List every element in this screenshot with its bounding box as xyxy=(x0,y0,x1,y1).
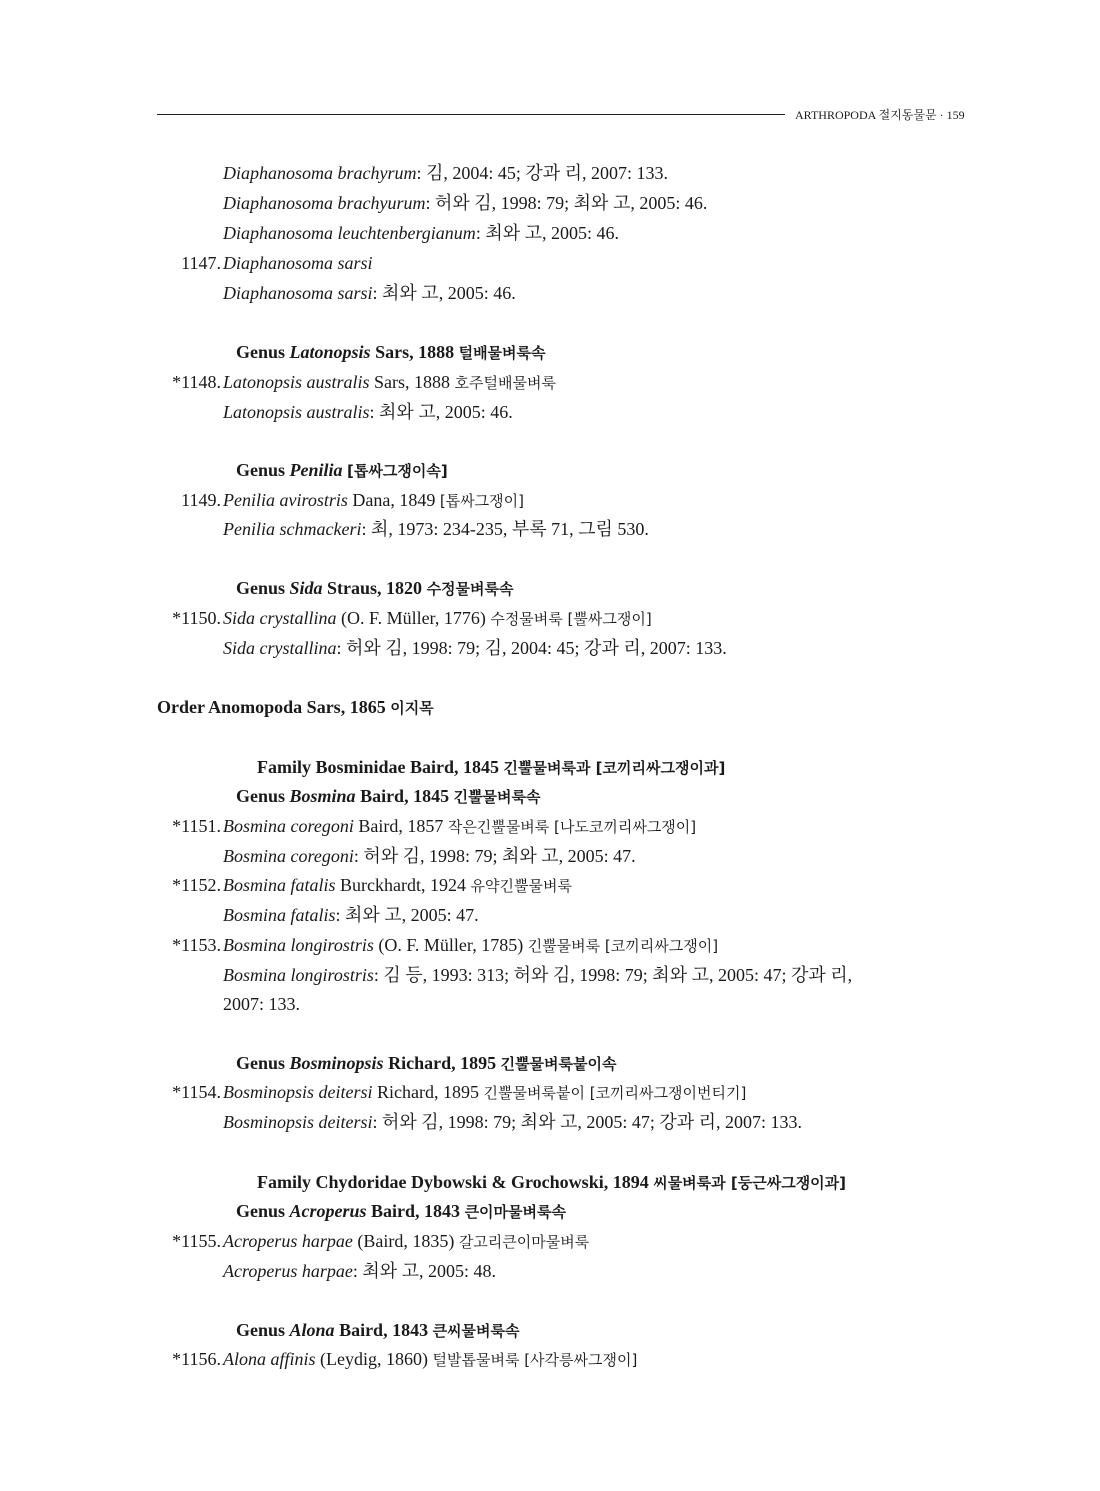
family-heading: Family Bosminidae Baird, 1845 긴뿔물벼룩과 [코끼리싸그쟁이과] xyxy=(257,757,726,777)
entry-number: *1148. xyxy=(172,372,221,392)
entry-number: *1152. xyxy=(172,875,221,895)
synonym-line: Sida crystallina: 허와 김, 1998: 79; 김, 2004: 45; 강과 리, 2007: 133. xyxy=(223,638,727,658)
genus-heading: Genus Latonopsis Sars, 1888 털배물벼룩속 xyxy=(236,342,546,362)
genus-heading: Genus Alona Baird, 1843 큰씨물벼룩속 xyxy=(236,1320,520,1340)
synonym-line: Diaphanosoma brachyrum: 김, 2004: 45; 강과 리, 2007: 133. xyxy=(223,163,669,183)
entry-number: *1153. xyxy=(172,935,221,955)
synonym-line: Bosmina coregoni: 허와 김, 1998: 79; 최와 고, 2005: 47. xyxy=(223,846,636,866)
synonym-line: Diaphanosoma leuchtenbergianum: 최와 고, 2005: 46. xyxy=(223,223,619,243)
family-heading: Family Chydoridae Dybowski & Grochowski, 1894 씨물벼룩과 [둥근싸그쟁이과] xyxy=(257,1172,847,1192)
synonym-line: Bosmina longirostris: 김 등, 1993: 313; 허와 김, 1998: 79; 최와 고, 2005: 47; 강과 리, xyxy=(223,965,853,985)
genus-heading: Genus Bosmina Baird, 1845 긴뿔물벼룩속 xyxy=(236,786,541,806)
order-heading: Order Anomopoda Sars, 1865 이지목 xyxy=(157,697,434,717)
genus-heading: Genus Bosminopsis Richard, 1895 긴뿔물벼룩붙이속 xyxy=(236,1053,617,1073)
entry-number: *1154. xyxy=(172,1082,221,1102)
entry-number: *1155. xyxy=(172,1231,221,1251)
genus-heading: Genus Penilia [톱싸그쟁이속] xyxy=(236,460,448,480)
synonym-line-continued: 2007: 133. xyxy=(223,994,301,1014)
synonym-line: Bosmina fatalis: 최와 고, 2005: 47. xyxy=(223,905,479,925)
entry-number: 1147. xyxy=(181,253,221,273)
synonym-line: Penilia schmackeri: 최, 1973: 234-235, 부록 71, 그림 530. xyxy=(223,519,649,539)
synonym-line: Diaphanosoma sarsi: 최와 고, 2005: 46. xyxy=(223,283,516,303)
header-rule xyxy=(157,114,785,115)
genus-heading: Genus Sida Straus, 1820 수정물벼룩속 xyxy=(236,578,514,598)
synonym-line: Latonopsis australis: 최와 고, 2005: 46. xyxy=(223,402,513,422)
entry-number: 1149. xyxy=(181,490,221,510)
synonym-line: Bosminopsis deitersi: 허와 김, 1998: 79; 최와 고, 2005: 47; 강과 리, 2007: 133. xyxy=(223,1112,803,1132)
synonym-line: Diaphanosoma brachyurum: 허와 김, 1998: 79; 최와 고, 2005: 46. xyxy=(223,193,708,213)
entry-number: *1151. xyxy=(172,816,221,836)
genus-heading: Genus Acroperus Baird, 1843 큰이마물벼룩속 xyxy=(236,1201,566,1221)
synonym-line: Acroperus harpae: 최와 고, 2005: 48. xyxy=(223,1261,496,1281)
entry-number: *1150. xyxy=(172,608,221,628)
running-header: ARTHROPODA 절지동물문 · 159 xyxy=(795,108,965,122)
entry-number: *1156. xyxy=(172,1349,221,1369)
